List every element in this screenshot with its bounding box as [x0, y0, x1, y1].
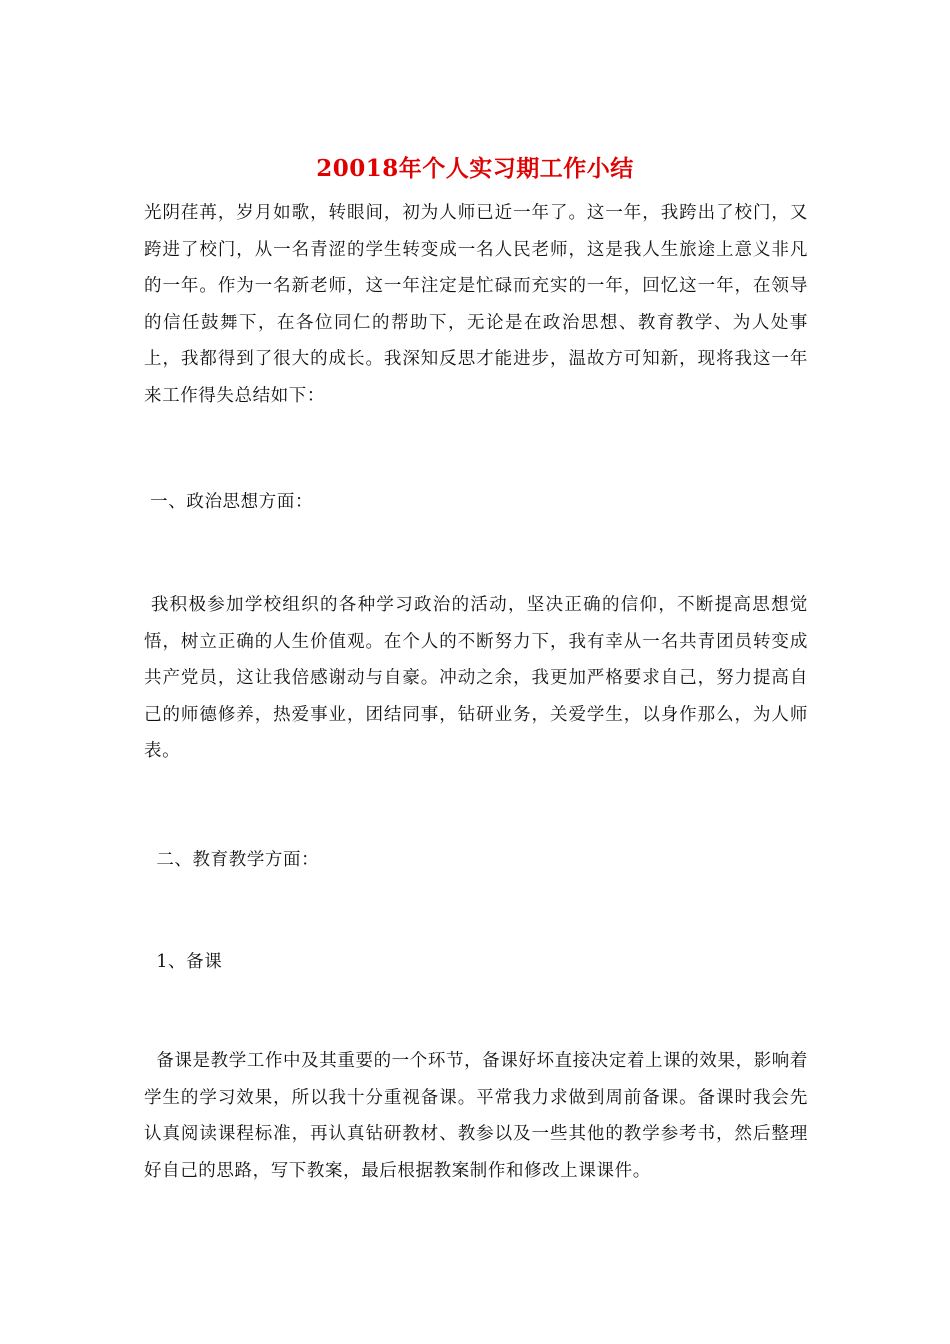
section-body-political: 我积极参加学校组织的各种学习政治的活动，坚决正确的信仰，不断提高思想觉悟，树立正确的人生价值观。在个人的不断努力下，我有幸从一名共青团员转变成共产党员，这让我倍感谢动与自豪。冲动之余，我更加严格要求自己，努力提高自己的师德修养，热爱事业，团结同事，钻研业务，关爱学生，以身作那么，为人师表。 [144, 595, 808, 761]
subsection-heading-lesson-prep: 1、备课 [144, 952, 223, 972]
section-heading-political: 一、政治思想方面： [144, 492, 314, 512]
document-title: 20018年个人实习期工作小结 [316, 155, 634, 182]
subsection-body-lesson-prep: 备课是教学工作中及其重要的一个环节，备课好坏直接决定着上课的效果，影响着学生的学习效果，所以我十分重视备课。平常我力求做到周前备课。备课时我会先认真阅读课程标准，再认真钻研教材、教参以及一些其他的教学参考书，然后整理好自己的思路，写下教案，最后根据教案制作和修改上课课件。 [144, 1051, 808, 1181]
intro-paragraph: 光阴荏苒，岁月如歌，转眼间，初为人师已近一年了。这一年，我跨出了校门，又跨进了校门，从一名青涩的学生转变成一名人民老师，这是我人生旅途上意义非凡的一年。作为一名新老师，这一年注定是忙碌而充实的一年，回忆这一年，在领导的信任鼓舞下，在各位同仁的帮助下，无论是在政治思想、教育教学、为人处事上，我都得到了很大的成长。我深知反思才能进步，温故方可知新，现将我这一年来工作得失总结如下： [144, 203, 808, 406]
section-heading-teaching: 二、教育教学方面： [144, 850, 320, 870]
